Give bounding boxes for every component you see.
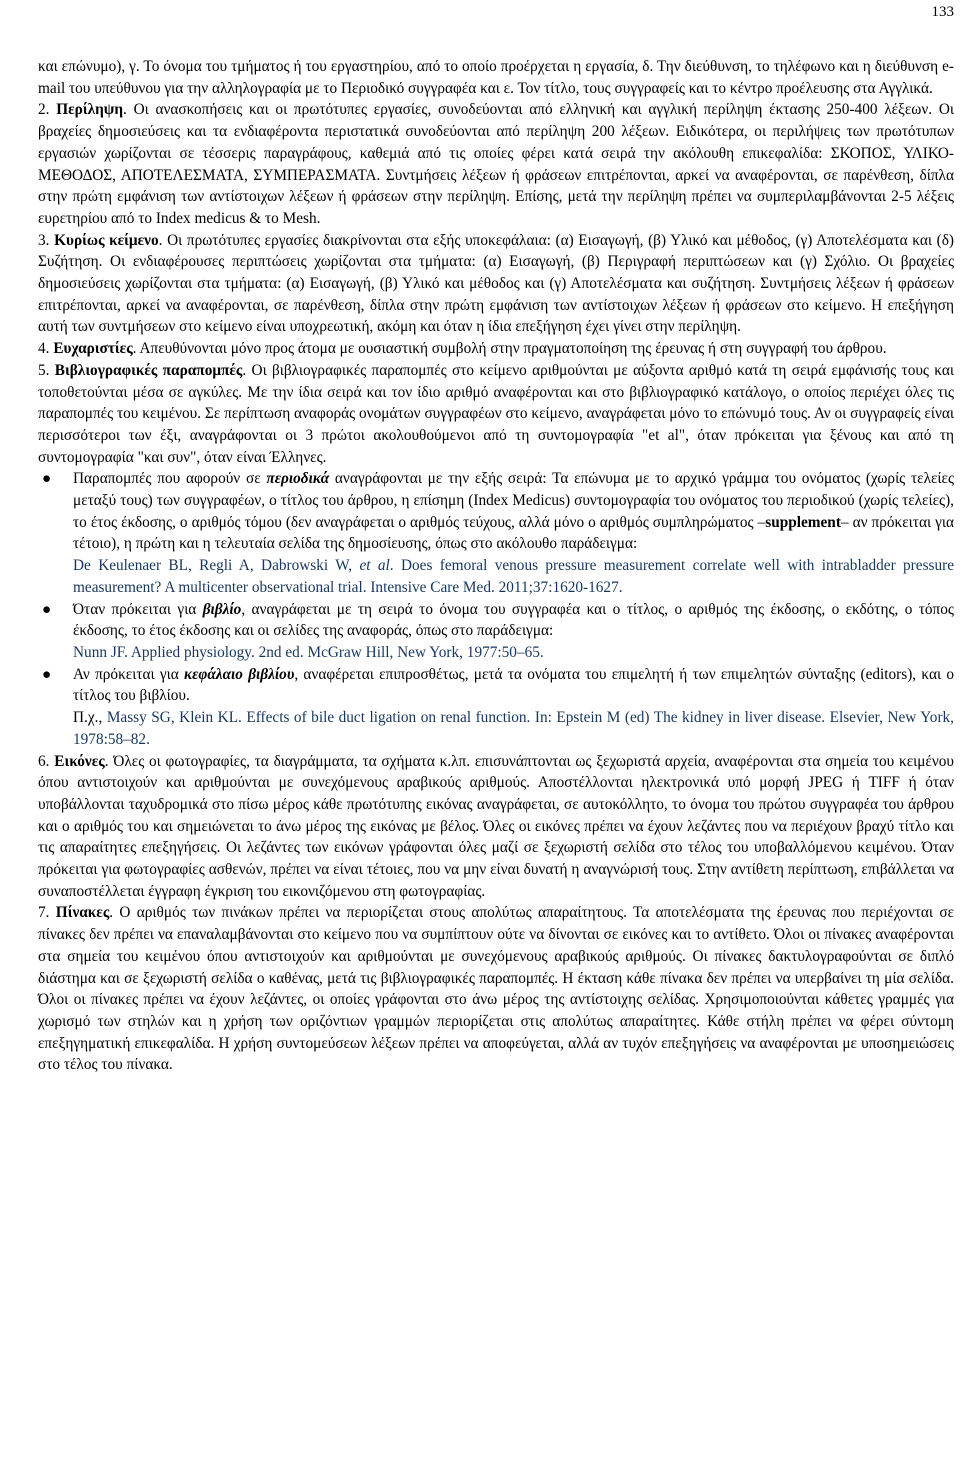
section-7 (38, 902, 954, 1076)
section-2-number: 2. (38, 101, 50, 119)
section-4 (38, 338, 954, 360)
bullet-dot-icon: ● (42, 600, 52, 618)
journal-example-b: . Does femoral venous pressure measurement correlate well with intrabladder pressure measurement? A multicenter observational trial. Intensive Care Med. 2011;37:1620-1627. (73, 557, 955, 596)
chapter-example-prefix: Π.χ., (73, 709, 107, 727)
journal-example-etal: et al (359, 557, 390, 575)
section-4-text: . Απευθύνονται μόνο προς άτομα με ουσιαστική συμβολή στην πραγματοποίηση της έρευνας ή στη συγγραφή του άρθρου. (132, 340, 887, 358)
bullet-journal-emph: περιοδικά (266, 470, 330, 488)
section-3-number: 3. (38, 231, 50, 249)
section-6-number: 6. (38, 752, 50, 770)
bullet-dot-icon: ● (42, 665, 52, 683)
page-number: 133 (931, 4, 954, 20)
section-2-title: Περίληψη (56, 101, 124, 119)
section-6-title: Εικόνες (54, 752, 105, 770)
bullet-chapter-emph: κεφάλαιο βιβλίου (184, 665, 295, 683)
section-3-title: Κυρίως κείμενο (54, 231, 159, 249)
chapter-example-reference: Massy SG, Klein KL. Effects of bile duct ligation on renal function. In: Epstein M (ed) The kidney in liver disease. Elsevier, New York, 1978:58–82. (73, 709, 955, 748)
section-3 (38, 230, 954, 339)
bullet-chapter-text-b: , αναφέρεται επιπροσθέτως, μετά τα ονόματα του επιμελητή ή των επιμελητών σύνταξης (editors), και ο τίτλος του βιβλίου. (73, 665, 954, 705)
bullet-journal-text-a: Παραπομπές που αφορούν σε (73, 470, 267, 488)
bullet-book-text-b: , αναγράφεται με τη σειρά το όνομα του συγγραφέα και ο τίτλος, ο αριθμός της έκδοσης, ο εκδότης, ο τόπος έκδοσης, το έτος έκδοσης και οι σελίδες της αναφοράς, όπως στο παράδειγμα: (73, 600, 954, 640)
bullet-dot-icon: ● (42, 470, 52, 488)
section-5-text: . Οι βιβλιογραφικές παραπομπές στο κείμενο αριθμούνται με αύξοντα αριθμό κατά τη σειρά εμφάνισής τους και τοποθετούνται μέσα σε αγκύλες. Με την ίδια σειρά και τον ίδιο αριθμό αναφέρονται και στο βιβλιογραφικό κατάλογο, ο οποίος περιέχει όλες τις παραπομπές του κειμένου. Σε περίπτωση αναφοράς ονομάτων συγγραφέων στο κείμενο, αναγράφεται μόνο το επώνυμό τους. Αν οι συγγραφείς είναι περισσότεροι των έξι, αναγράφονται οι 3 πρώτοι ακολουθούμενοι από τη συντομογραφία "et al", όταν πρόκειται για ξένους και από τη συντομογραφία "και συν", όταν είναι Έλληνες. (38, 361, 954, 466)
section-3-text: . Οι πρωτότυπες εργασίες διακρίνονται στα εξής υποκεφάλαια: (α) Εισαγωγή, (β) Υλικό και μέθοδος, (γ) Αποτελέσματα και (δ) Συζήτηση. Οι ενδιαφέρουσες περιπτώσεις χωρίζονται στα τμήματα: (α) Εισαγωγή, (β) Περιγραφή περιπτώσεων και (γ) Σχόλιο. Οι βραχείες δημοσιεύσεις χωρίζονται στα τμήματα: (α) Εισαγωγή, (β) Υλικό και μέθοδος και (γ) Αποτελέσματα και συζήτηση. Συντμήσεις λέξεων ή φράσεων επιτρέπονται, αρκεί να αναφέρονται, σε παρένθεση, δίπλα στην πρώτη εμφάνιση των αντίστοιχων λέξεων ή φράσεων στο κείμενο. Η επεξήγηση αυτή των συντμήσεων στο κείμενο είναι υποχρεωτική, ακόμη και όταν η ίδια επεξήγηση έχει γίνει στην περίληψη. (38, 231, 954, 336)
bullet-chapter-text-a: Αν πρόκειται για (73, 665, 185, 683)
book-example-reference: Nunn JF. Applied physiology. 2nd ed. McGraw Hill, New York, 1977:50–65. (73, 643, 544, 661)
section-6 (38, 751, 954, 903)
intro-paragraph: και επώνυμο), γ. Το όνομα του τμήματος ή του εργαστηρίου, από το οποίο προέρχεται η εργασία, δ. Την διεύθυνση, το τηλέφωνο και η διεύθυνση e-mail του υπεύθυνου για την αλληλογραφία με το Περιοδικό συγγραφέα και ε. Τον τίτλο, τους συγγραφείς και το κέντρο προέλευσης στα Αγγλικά. (38, 58, 954, 97)
bullet-chapter (38, 664, 954, 751)
bullet-journal-text-b: αναγράφονται με την εξής σειρά: Τα επώνυμα με το αρχικό γράμμα του ονόματος (χωρίς τελείες μεταξύ τους) των συγγραφέων, ο τίτλος του άρθρου, η επίσημη (Index Medicus) συντομογραφία του ονόματος του περιοδικού (χωρίς τελείες), το έτος έκδοσης, ο αριθμός τόμου (δεν αναγράφεται ο αριθμός τεύχους, αλλά μόνο ο αριθμός συμπληρώματος – (73, 470, 955, 531)
section-6-text: . Όλες οι φωτογραφίες, τα διαγράμματα, τα σχήματα κ.λπ. επισυνάπτονται ως ξεχωριστά αρχεία, αναφέρονται στα σημεία του κειμένου όπου αντιστοιχούν και αριθμούνται με συνεχόμενους αραβικούς αριθμούς. Αποστέλλονται ηλεκτρονικά υπό μορφή JPEG ή TIFF ή όταν υποβάλλονται ταχυδρομικά στο πίσω μέρος κάθε πρωτότυπης εικόνας αναγράφεται, σε αυτοκόλλητο, το όνομα του πρώτου συγγραφέα του άρθρου και ο αριθμός του και σημειώνεται το άνω μέρος της εικόνας με βέλος. Όλες οι εικόνες πρέπει να έχουν λεζάντες που να περιέχουν βραχύ τίτλο και τις απαραίτητες επεξηγήσεις. Οι λεζάντες των εικόνων γράφονται όλες μαζί σε ξεχωριστή σελίδα στο τέλος του υποβαλλόμενου κειμένου. Όταν πρόκειται για φωτογραφίες ασθενών, πρέπει να είναι τέτοιες, που να μην είναι δυνατή η αναγνώρισή τους. Στην αντίθετη περίπτωση, επιβάλλεται να συναποστέλλεται έγγραφη έγκριση του εικονιζόμενου στη φωτογραφίας. (38, 752, 954, 900)
section-7-text: . Ο αριθμός των πινάκων πρέπει να περιορίζεται στους απολύτως απαραίτητους. Τα αποτελέσματα της έρευνας που περιέχονται σε πίνακες δεν πρέπει να επαναλαμβάνονται στο κείμενο που να συμπίπτουν ούτε να δίνονται σε εικόνες και το αντίθετο. Όλοι οι πίνακες αναφέρονται στα σημεία του κειμένου όπου αντιστοιχούν και αριθμούνται με συνεχόμενους αραβικούς αριθμούς. Οι πίνακες δακτυλογραφούνται σε διπλό διάστημα και σε ξεχωριστή σελίδα ο καθένας, μετά τις βιβλιογραφικές παραπομπές. Η έκταση κάθε πίνακα δεν πρέπει να υπερβαίνει τη μία σελίδα. Όλοι οι πίνακες πρέπει να έχουν λεζάντες, οι οποίες γράφονται στο άνω μέρος της αντίστοιχης σελίδας. Χρησιμοποιούνται κάθετες γραμμές για χωρισμό των στηλών και η χρήση των οριζόντιων γραμμών περιορίζεται στις απολύτως απαραίτητες. Κάθε στήλη πρέπει να φέρει σύντομη επεξηγηματική επικεφαλίδα. Η χρήση συντομεύσεων λέξεων πρέπει να αποφεύγεται, αλλά αν τυχόν επεξηγήσεις να αναφέρονται με υποσημειώσεις στο τέλος του πίνακα. (38, 904, 954, 1074)
section-7-number: 7. (38, 904, 50, 922)
section-7-title: Πίνακες (55, 904, 110, 922)
bullet-book-text-a: Όταν πρόκειται για (73, 600, 203, 618)
section-5 (38, 360, 954, 469)
bullet-journal-supplement: supplement (765, 513, 841, 531)
journal-example-reference (73, 557, 954, 596)
bullet-book-emph: βιβλίο (202, 600, 242, 618)
bullet-journal (38, 468, 954, 598)
section-4-number: 4. (38, 340, 50, 358)
section-2 (38, 99, 954, 229)
section-4-title: Ευχαριστίες (53, 340, 133, 358)
bullet-journal-text-c: – αν πρόκειται για τέτοιο), η πρώτη και η τελευταία σελίδα της δημοσίευσης, όπως στο ακόλουθο παράδειγμα: (73, 513, 954, 553)
section-5-number: 5. (38, 361, 50, 379)
document-body (38, 56, 954, 1076)
journal-example-a: De Keulenaer BL, Regli A, Dabrowski W, (73, 557, 360, 575)
section-2-text: . Οι ανασκοπήσεις και οι πρωτότυπες εργασίες, συνοδεύονται από ελληνική και αγγλική περίληψη έκτασης 250-400 λέξεων. Οι βραχείες δημοσιεύσεις και τα ενδιαφέροντα περιστατικά συνοδεύονται από περίληψη 200 λέξεων. Ειδικότερα, οι περιλήψεις των πρωτότυπων εργασιών χωρίζονται σε τέσσερις παραγράφους, καθεμιά από τις οποίες φέρει κατά σειρά την ακόλουθη επικεφαλίδα: ΣΚΟΠΟΣ, ΥΛΙΚΟ-ΜΕΘΟΔΟΣ, ΑΠΟΤΕΛΕΣΜΑΤΑ, ΣΥΜΠΕΡΑΣΜΑΤΑ. Συντμήσεις λέξεων ή φράσεων επιτρέπονται, αρκεί να αναφέρονται, σε παρένθεση, δίπλα στην πρώτη εμφάνιση των αντίστοιχων λέξεων ή φράσεων στην περίληψη. Επίσης, μετά την περίληψη πρέπει να συμπεριλαμβάνονται 2-5 λέξεις ευρετηρίου από το Index medicus & το Mesh. (38, 101, 955, 227)
bullet-book (38, 599, 954, 664)
reference-rules-list (38, 468, 954, 750)
section-5-title: Βιβλιογραφικές παραπομπές (54, 361, 243, 379)
